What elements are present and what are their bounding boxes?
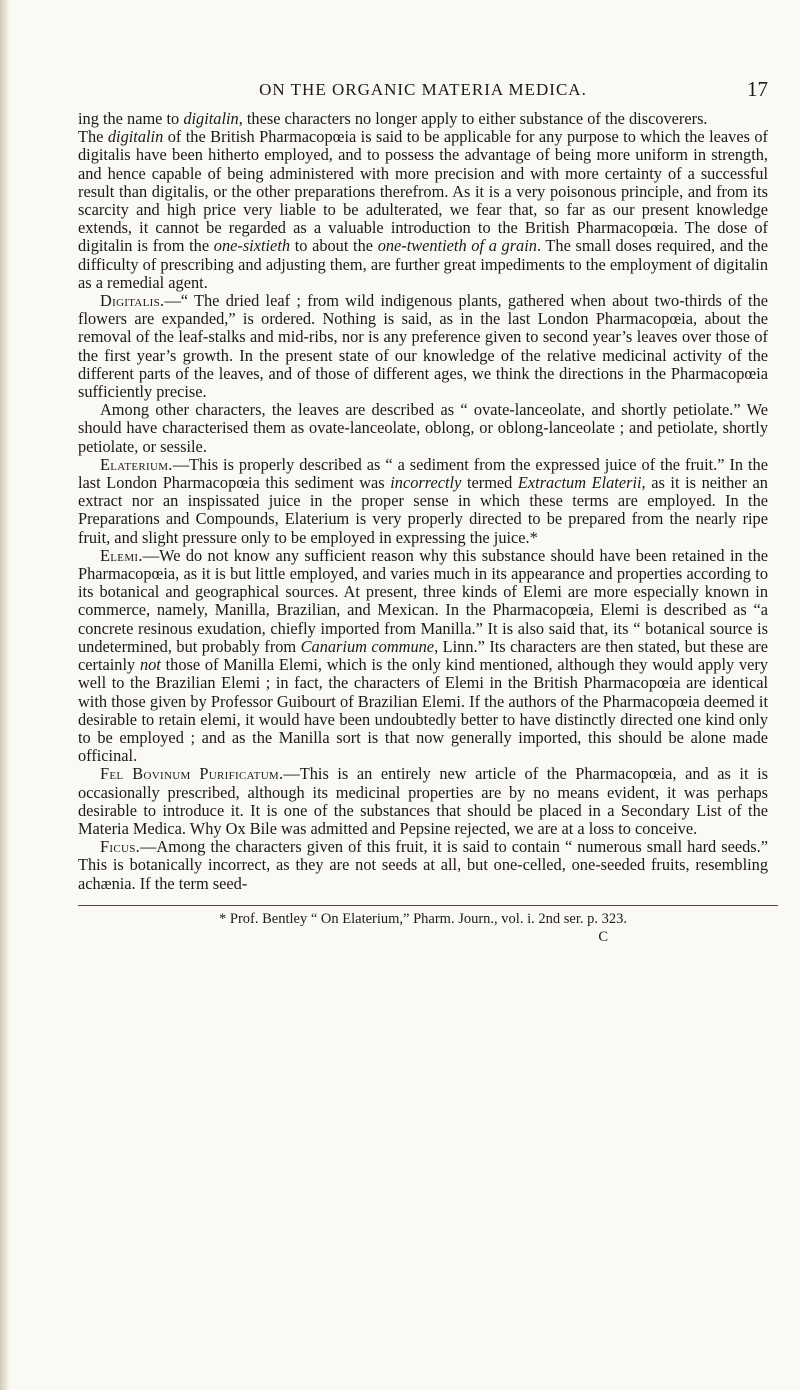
italic-term: incorrectly [390,473,462,493]
running-head-title: ON THE ORGANIC MATERIA MEDICA. [259,80,587,99]
text-run: ing the name to [78,109,184,128]
text-run: —Among the characters given of this fruit, it is said to contain “ numerous small hard seeds.” This is botanically incorrect, as they are not seeds at all, but one-celled, one-seeded fruits, resembling achænia. If the term seed- [78,837,768,893]
italic-term: digitalin [183,109,239,128]
running-head [78,77,768,110]
paragraph-p4 [78,401,768,456]
text-run: to about the [290,236,378,256]
paragraph-p1 [78,110,768,128]
text-run: The [78,127,108,147]
text-run: , as it is neither an extract nor an inspissated juice in the proper sense in which these terms are employed. In the Preparations and Compounds, Elaterium is very properly directed to be prepared from the nearly ripe fruit, and slight pressure only to be employed in expressing the juice.* [78,473,768,547]
text-run: . The small doses required, and the difficulty of prescribing and adjusting them, are further great impediments to the employment of digitalin as a remedial agent. [78,236,768,292]
book-page [78,77,769,946]
footnote-rule [78,905,778,906]
page-number: 17 [747,77,768,101]
paragraph-p6 [78,547,768,765]
italic-term: one-sixtieth [213,236,291,256]
text-run: —We do not know any sufficient reason why this substance should have been retained in the Pharmacopœia, as it is but little employed, and varies much in its appearance and properties according to its botanical and geographical sources. At present, three kinds of Elemi are more especially known in commerce, namely, Manilla, Brazilian, and Mexican. In the Pharmacopœia, Elemi is described as “a concrete resinous exudation, chiefly imported from Manilla.” It is also said that, its “ botanical source is undetermined, but probably from [78,545,768,656]
italic-term: one-twentieth of a grain [377,236,537,256]
page-binding-edge [0,0,10,1390]
text-run: Among other characters, the leaves are described as “ ovate-lanceolate, and shortly petiolate.” We should have characterised them as ovate-lanceolate, oblong, or oblong-lanceolate ; and petiolate, shortly petiolate, or sessile. [78,400,768,456]
italic-term: Extractum Elaterii [517,473,642,493]
signature-mark: C [598,928,608,945]
paragraph-p3 [78,292,768,401]
section-heading: Elaterium. [100,454,173,474]
paragraph-p8 [78,838,768,893]
text-run: termed [461,473,518,493]
italic-term: not [139,655,161,675]
italic-term: digitalin [107,127,164,147]
text-run: —This is properly described as “ a sediment from the expressed juice of the fruit.” In the last London Pharmacopœia this sediment was [78,454,768,493]
italic-term: Canarium commune [300,636,435,656]
section-heading: Digitalis. [100,291,165,311]
text-run: —This is an entirely new article of the Pharmacopœia, and as it is occasionally prescribed, although its medicinal properties are by no means evident, it was perhaps desirable to introduce it. It is one of the substances that should be placed in a Secondary List of the Materia Medica. Why Ox Bile was admitted and Pepsine rejected, we are at a loss to conceive. [78,764,768,838]
text-run: , these characters no longer apply to either substance of the discoverers. [238,109,708,128]
text-run: those of Manilla Elemi, which is the only kind mentioned, although they would apply very well to the Brazilian Elemi ; in fact, the characters of Elemi in the British Pharmacopœia are identical with those given by Professor Guibourt of Brazilian Elemi. If the authors of the Pharmacopœia deemed it desirable to retain elemi, it would have been undoubtedly better to have distinctly directed one kind only to be employed ; and as the Manilla sort is that now generally imported, this should be alone made officinal. [78,655,768,766]
section-heading: Fel Bovinum Purificatum. [100,764,284,784]
body-text [78,110,768,893]
section-heading: Elemi. [100,545,143,565]
text-run: , Linn.” Its characters are then stated, but these are certainly [78,636,769,675]
paragraph-p7 [78,765,768,838]
footnote: * Prof. Bentley “ On Elaterium,” Pharm. Journ., vol. i. 2nd ser. p. 323. [219,910,627,927]
paragraph-p2 [78,128,768,292]
section-heading: Ficus. [100,837,141,857]
paragraph-p5 [78,456,768,547]
text-run: of the British Pharmacopœia is said to be applicable for any purpose to which the leaves of digitalis have been hitherto employed, and to possess the advantage of being more uniform in strength, and hence capable of being administered with more precision and with more certainty of a successful result than digitalis, or the other preparations therefrom. As it is a very poisonous principle, and from its scarcity and high price very liable to be adulterated, we fear that, so far as our present knowledge extends, it cannot be regarded as a valuable introduction to the British Pharmacopœia. The dose of digitalin is from the [78,127,768,256]
text-run: —“ The dried leaf ; from wild indigenous plants, gathered when about two-thirds of the flowers are expanded,” is ordered. Nothing is said, as in the last London Pharmacopœia, about the removal of the leaf-stalks and mid-ribs, nor is any preference given to second year’s leaves over those of the first year’s growth. In the present state of our knowledge of the relative medicinal activity of the different parts of the leaves, and of those of different ages, we think the directions in the Pharmacopœia sufficiently precise. [78,291,768,402]
